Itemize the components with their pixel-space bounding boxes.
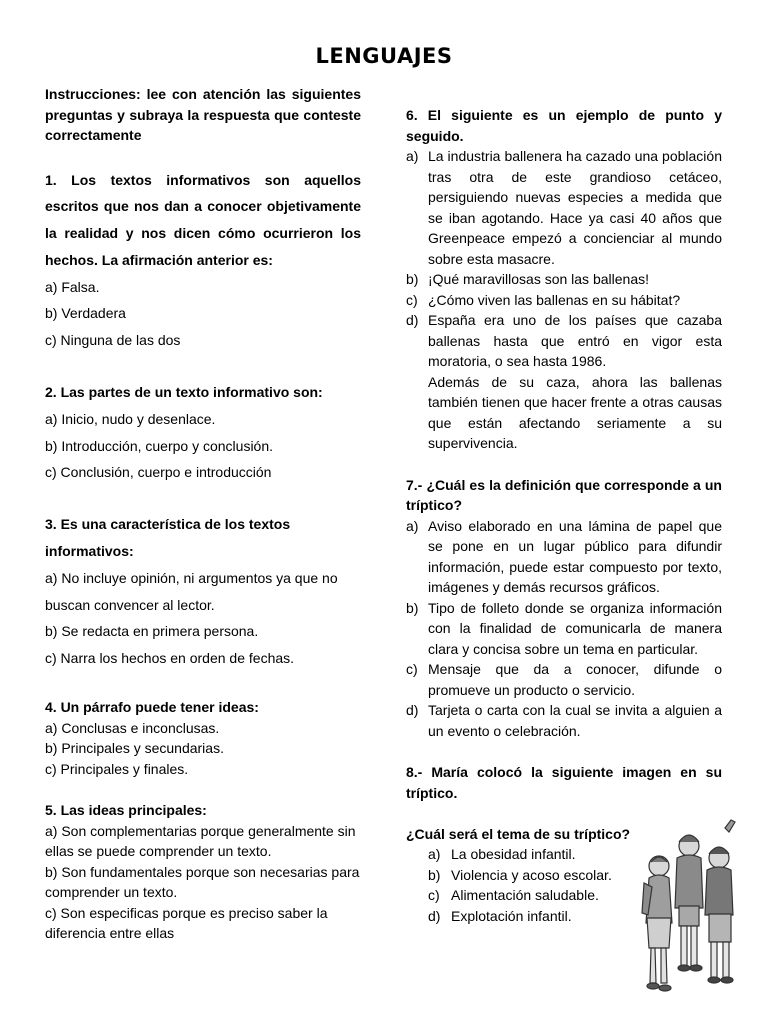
question-7-option-b[interactable]: b) Tipo de folleto donde se organiza información con la finalidad de comunicarla de manera clara y concisa sobre un tema en particular. (406, 599, 722, 657)
question-3 (45, 511, 361, 672)
question-1-option-b[interactable]: b) Verdadera (45, 305, 126, 322)
child-figure-left (642, 856, 672, 991)
question-1-option-a[interactable]: a) Falsa. (45, 278, 100, 295)
child-figure-middle (675, 835, 703, 971)
child-figure-right (705, 820, 735, 983)
right-column (406, 105, 722, 926)
question-6-text: 6. El siguiente es un ejemplo de punto y seguido. (406, 107, 722, 144)
question-7-text: 7.- ¿Cuál es la definición que corresponde a un tríptico? (406, 476, 722, 513)
question-3-option-b[interactable]: b) Se redacta en primera persona. (45, 623, 259, 640)
question-8-option-d[interactable]: d) Explotación infantil. (428, 907, 572, 924)
instructions: Instrucciones: lee con atención las siguientes preguntas y subraya la respuesta que conteste correctamente (45, 86, 361, 143)
left-column (45, 84, 361, 944)
question-6-option-b[interactable]: b) ¡Qué maravillosas son las ballenas! (406, 271, 649, 287)
question-8-subquestion: ¿Cuál será el tema de su tríptico? (406, 825, 631, 842)
question-1-option-c[interactable]: c) Ninguna de las dos (45, 332, 181, 349)
question-2-option-a[interactable]: a) Inicio, nudo y desenlace. (45, 410, 216, 427)
question-4-option-b[interactable]: b) Principales y secundarias. (45, 740, 224, 757)
question-5-option-b[interactable]: b) Son fundamentales porque son necesarias para comprender un texto. (45, 863, 360, 901)
question-8-option-c[interactable]: c) Alimentación saludable. (428, 887, 599, 903)
question-2 (45, 379, 361, 486)
question-2-option-c[interactable]: c) Conclusión, cuerpo e introducción (45, 464, 272, 481)
bullying-illustration (641, 818, 741, 996)
question-3-option-a[interactable]: a) No incluye opinión, ni argumentos ya que no buscan convencer al lector. (45, 569, 338, 613)
question-7-option-a[interactable]: a) Aviso elaborado en una lámina de papel que se pone en un lugar público para difundir información, puede estar compuesto por texto, imágenes y demás recursos gráficos. (406, 517, 722, 595)
question-4 (45, 697, 361, 779)
question-6-option-d-continuation: Además de su caza, ahora las ballenas también tienen que hacer frente a otras causas que están afectando seriamente a su supervivencia. (428, 373, 722, 451)
question-5-option-c[interactable]: c) Son especificas porque es preciso saber la diferencia entre ellas (45, 904, 328, 942)
page-title: LENGUAJES (315, 44, 453, 68)
question-6-option-d[interactable]: d) España era uno de los países que cazaba ballenas hasta que entró en vigor esta moratoria, o sea hasta 1986. (406, 312, 722, 369)
question-4-option-c[interactable]: c) Principales y finales. (45, 760, 189, 777)
question-5-text: 5. Las ideas principales: (45, 802, 207, 819)
question-8-option-b[interactable]: b) Violencia y acoso escolar. (428, 866, 612, 883)
question-6 (406, 105, 722, 454)
question-2-option-b[interactable]: b) Introducción, cuerpo y conclusión. (45, 437, 274, 454)
question-4-text: 4. Un párrafo puede tener ideas: (45, 699, 259, 716)
question-7-option-c[interactable]: c) Mensaje que da a conocer, difunde o promueve un producto o servicio. (406, 661, 722, 698)
question-1 (45, 167, 361, 355)
question-8-option-a[interactable]: a) La obesidad infantil. (428, 846, 576, 862)
question-6-option-a[interactable]: a) La industria ballenera ha cazado una población tras otra de este grandioso cetáceo, persiguiendo nuevas especies a medida que se iban agotando. Hace ya casi 40 años que Greenpeace empezó a concienciar al mundo sobre esta masacre. (406, 148, 722, 267)
question-1-text: 1. Los textos informativos son aquellos escritos que nos dan a conocer objetivamente la realidad y nos dicen cómo ocurrieron los hechos. La afirmación anterior es: (45, 171, 361, 268)
question-7-option-d[interactable]: d) Tarjeta o carta con la cual se invita a alguien a un evento o celebración. (406, 702, 722, 739)
question-4-option-a[interactable]: a) Conclusas e inconclusas. (45, 719, 220, 736)
question-7 (406, 475, 722, 742)
question-5-option-a[interactable]: a) Son complementarias porque generalmente sin ellas se puede comprender un texto. (45, 822, 356, 860)
question-3-option-c[interactable]: c) Narra los hechos en orden de fechas. (45, 650, 295, 667)
question-6-option-c[interactable]: c) ¿Cómo viven las ballenas en su hábitat? (406, 291, 681, 308)
question-3-text: 3. Es una característica de los textos informativos: (45, 516, 291, 560)
question-8-text: 8.- María colocó la siguiente imagen en su tríptico. (406, 764, 722, 801)
question-5 (45, 800, 361, 944)
question-2-text: 2. Las partes de un texto informativo son: (45, 384, 323, 401)
